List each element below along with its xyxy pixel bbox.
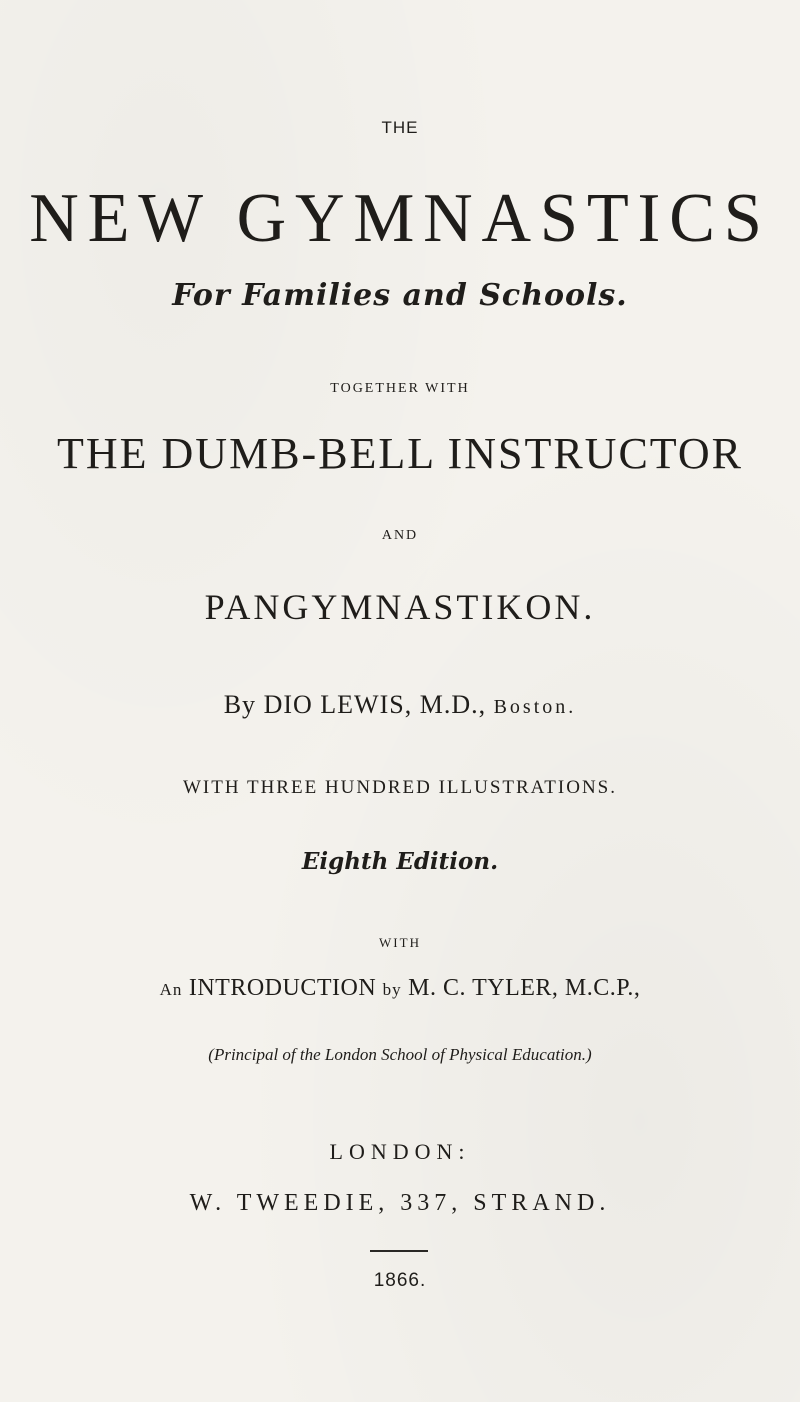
divider-rule	[370, 1250, 428, 1252]
with-line: WITH	[379, 935, 421, 950]
second-title: THE DUMB-BELL INSTRUCTOR	[57, 429, 743, 478]
author-name: DIO LEWIS, M.D.,	[263, 690, 487, 719]
intro-prefix: An	[159, 980, 183, 999]
main-title: NEW GYMNASTICS	[29, 180, 771, 257]
and-connector: AND	[381, 528, 419, 543]
intro-main: INTRODUCTION	[188, 975, 377, 1001]
intro-author: M. C. TYLER, M.C.P.,	[408, 975, 641, 1001]
author-city: Boston.	[493, 696, 577, 718]
author-line	[0, 690, 800, 720]
by-prefix: By	[223, 690, 257, 719]
publisher-city: LONDON:	[329, 1139, 471, 1164]
intro-by: by	[382, 980, 402, 999]
third-title: PANGYMNASTIKON.	[204, 587, 596, 627]
publication-year: 1866.	[373, 1270, 427, 1291]
together-with: TOGETHER WITH	[330, 381, 470, 396]
edition-line: Eighth Edition.	[301, 848, 499, 875]
publisher-line: W. TWEEDIE, 337, STRAND.	[189, 1190, 611, 1216]
introduction-line	[0, 975, 800, 1002]
illustrations-line: WITH THREE HUNDRED ILLUSTRATIONS.	[182, 777, 617, 798]
header-the: THE	[381, 118, 419, 137]
principal-line: (Principal of the London School of Physical Education.)	[208, 1045, 592, 1064]
subtitle: For Families and Schools.	[172, 278, 628, 313]
